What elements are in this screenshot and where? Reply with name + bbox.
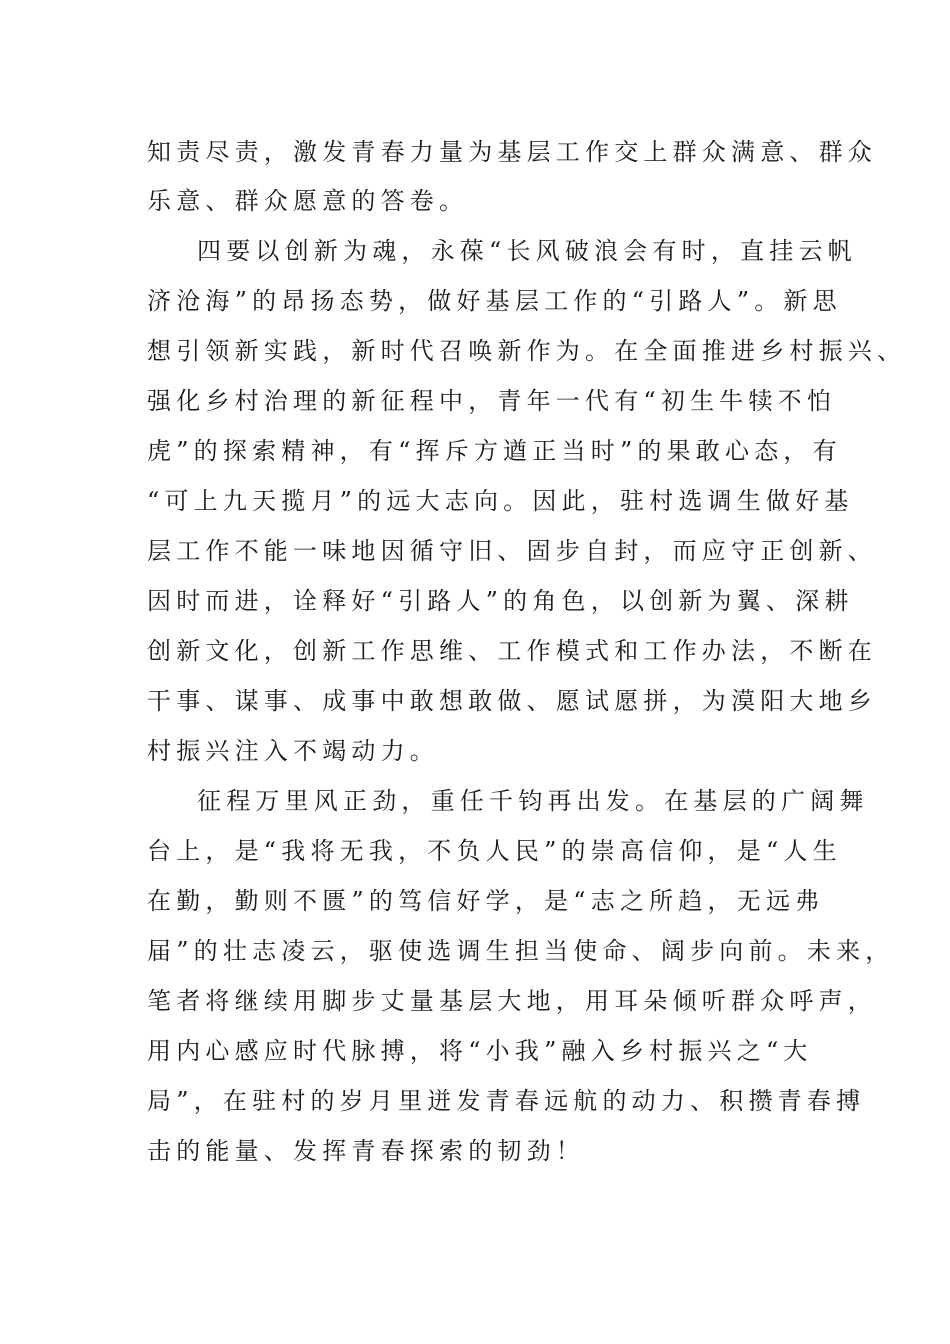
paragraph-2-line-6: “可上九天揽月”的远大志向。因此，驻村选调生做好基 — [147, 487, 854, 515]
paragraph-2-line-7: 层工作不能一味地因循守旧、固步自封，而应守正创新、 — [147, 537, 877, 565]
paragraph-3-line-1: 征程万里风正劲，重任千钧再出发。在基层的广阔舞 — [197, 787, 869, 815]
paragraph-3-line-3: 在勤，勤则不匮”的笃信好学，是“志之所趋，无远弗 — [147, 887, 825, 915]
paragraph-3-line-5: 笔者将继续用脚步丈量基层大地，用耳朵倾听群众呼声， — [147, 987, 877, 1015]
paragraph-2-line-11: 村振兴注入不竭动力。 — [147, 737, 439, 765]
paragraph-3-line-6: 用内心感应时代脉搏，将“小我”融入乡村振兴之“大 — [147, 1037, 813, 1065]
paragraph-2-line-2: 济沧海”的昂扬态势，做好基层工作的“引路人”。新思 — [147, 287, 842, 315]
paragraph-3-line-4: 届”的壮志凌云，驱使选调生担当使命、阔步向前。未来， — [147, 937, 895, 965]
paragraph-3-line-8: 击的能量、发挥青春探索的韧劲！ — [147, 1137, 585, 1165]
paragraph-3-line-7: 局”，在驻村的岁月里迸发青春远航的动力、积攒青春搏 — [147, 1087, 866, 1115]
paragraph-2-line-9: 创新文化，创新工作思维、工作模式和工作办法，不断在 — [147, 637, 877, 665]
paragraph-3-line-2: 台上，是“我将无我，不负人民”的崇高信仰，是“人生 — [147, 837, 842, 865]
paragraph-1-line-1: 知责尽责，激发青春力量为基层工作交上群众满意、群众 — [147, 138, 877, 166]
paragraph-2-line-5: 虎”的探索精神，有“挥斥方遒正当时”的果敢心态，有 — [147, 437, 842, 465]
paragraph-2-line-10: 干事、谋事、成事中敢想敢做、愿试愿拼，为漠阳大地乡 — [147, 687, 877, 715]
paragraph-1-line-2: 乐意、群众愿意的答卷。 — [147, 187, 469, 215]
paragraph-2-line-1: 四要以创新为魂，永葆“长风破浪会有时，直挂云帆 — [197, 237, 857, 265]
paragraph-2-line-4: 强化乡村治理的新征程中，青年一代有“初生牛犊不怕 — [147, 387, 837, 415]
paragraph-2-line-8: 因时而进，诠释好“引路人”的角色，以创新为翼、深耕 — [147, 587, 854, 615]
paragraph-2-line-3: 想引领新实践，新时代召唤新作为。在全面推进乡村振兴、 — [147, 337, 907, 365]
